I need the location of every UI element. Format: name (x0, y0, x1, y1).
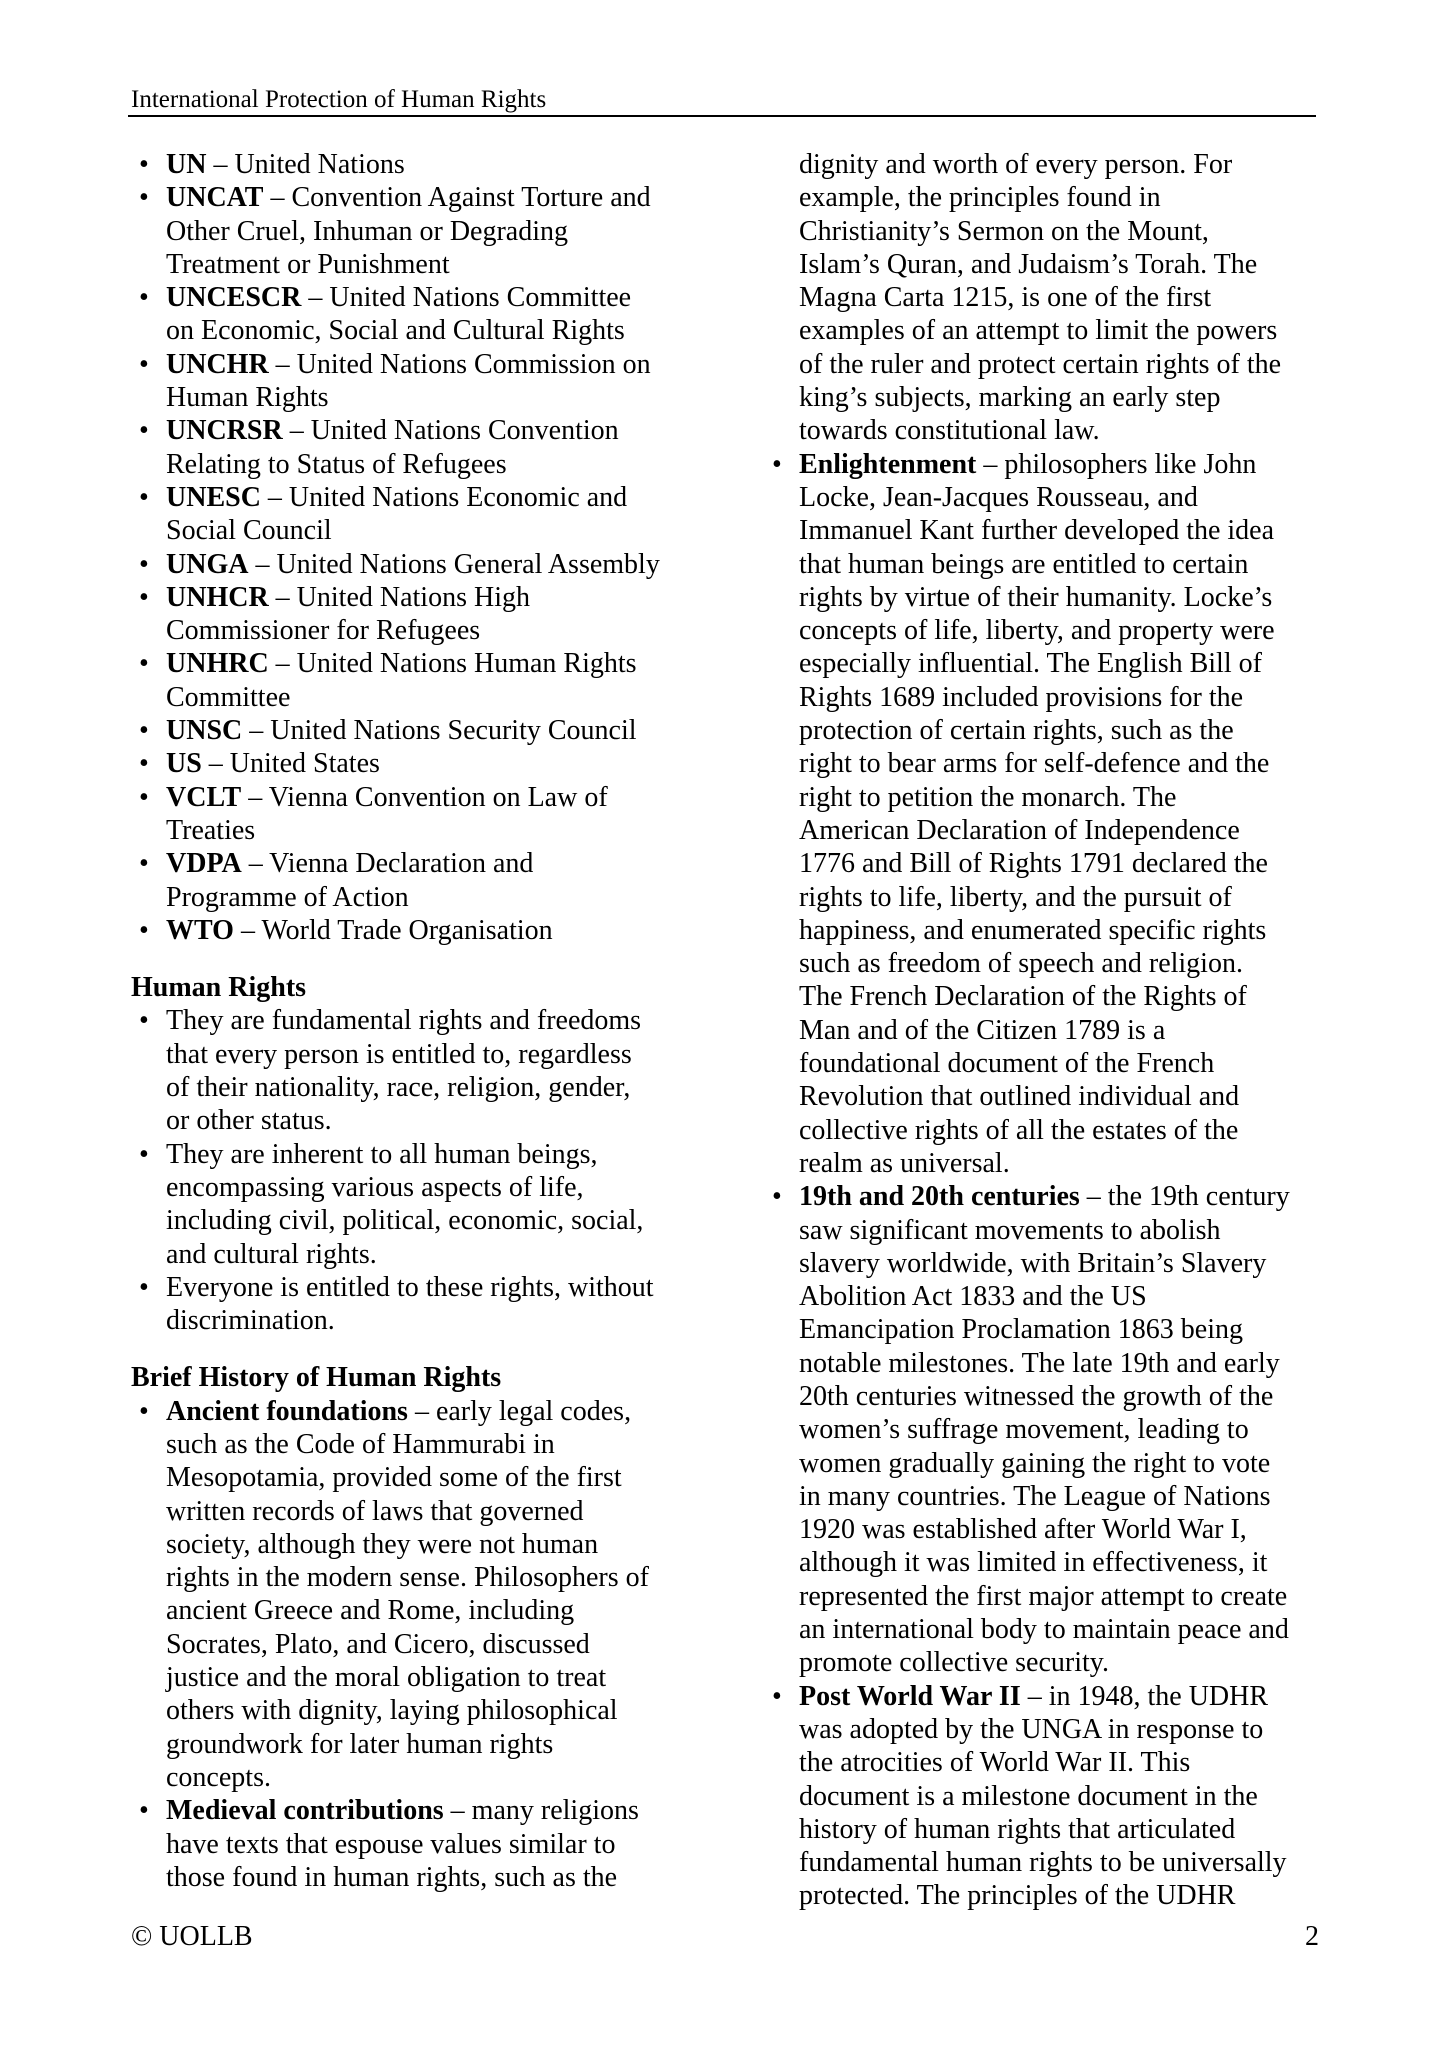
bullet-marker-icon: • (139, 182, 149, 214)
text-line: UNCESCR – United Nations Committee (166, 282, 632, 314)
bullet-list (764, 148, 1364, 1913)
text-line: saw significant movements to abolish (799, 1214, 1221, 1246)
text-line: the atrocities of World War II. This (799, 1747, 1191, 1779)
text-line: Medieval contributions – many religions (166, 1795, 639, 1827)
bold-term: Post World War II (799, 1680, 1021, 1712)
bullet-marker-icon: • (139, 1271, 149, 1303)
right-column (764, 148, 1364, 1913)
text-line: history of human rights that articulated (799, 1813, 1236, 1845)
text-line: that human beings are entitled to certain (799, 548, 1249, 580)
list-item (131, 581, 731, 648)
text-line: women’s suffrage movement, leading to (799, 1414, 1249, 1446)
text-line: concepts. (166, 1761, 271, 1793)
bullet-marker-icon: • (772, 1680, 782, 1712)
bold-term: UNSC (166, 715, 243, 747)
text-line: realm as universal. (799, 1147, 1010, 1179)
bullet-marker-icon: • (139, 548, 149, 580)
text-line: US – United States (166, 748, 380, 780)
text-line: king’s subjects, marking an early step (799, 382, 1221, 414)
bullet-marker-icon: • (139, 848, 149, 880)
list-item (131, 914, 731, 947)
text-line: WTO – World Trade Organisation (166, 914, 553, 946)
bullet-marker-icon: • (139, 581, 149, 613)
text-line: an international body to maintain peace and (799, 1614, 1289, 1646)
text-line: fundamental human rights to be universally (799, 1847, 1287, 1879)
text-line: encompassing various aspects of life, (166, 1171, 584, 1203)
bold-term: 19th and 20th centuries (799, 1181, 1080, 1213)
bold-term: UNCAT (166, 182, 264, 214)
list-item (131, 1395, 731, 1795)
text-line: UNCHR – United Nations Commission on (166, 348, 651, 380)
list-item (131, 1794, 731, 1894)
bold-term: US (166, 748, 202, 780)
text-line: Programme of Action (166, 881, 409, 913)
bullet-marker-icon: • (139, 1395, 149, 1427)
text-line: Ancient foundations – early legal codes, (166, 1395, 632, 1427)
text-line: American Declaration of Independence (799, 814, 1240, 846)
list-item (131, 281, 731, 348)
text-line: such as the Code of Hammurabi in (166, 1428, 555, 1460)
bold-term: UNESC (166, 481, 261, 513)
text-line: protected. The principles of the UDHR (799, 1880, 1236, 1912)
bold-term: UNHCR (166, 581, 269, 613)
section-heading: Human Rights (131, 972, 307, 1004)
bold-term: VDPA (166, 848, 242, 880)
text-line: rights to life, liberty, and the pursuit of (799, 881, 1232, 913)
bold-term: UNCRSR (166, 415, 283, 447)
text-line: or other status. (166, 1105, 332, 1137)
text-line: 20th centuries witnessed the growth of the (799, 1380, 1274, 1412)
text-line: represented the first major attempt to create (799, 1580, 1288, 1612)
text-line: Treatment or Punishment (166, 248, 450, 280)
text-line: Man and of the Citizen 1789 is a (799, 1014, 1166, 1046)
text-line: those found in human rights, such as the (166, 1861, 618, 1893)
text-line: collective rights of all the estates of the (799, 1114, 1239, 1146)
bullet-marker-icon: • (139, 1005, 149, 1037)
text-line: Commissioner for Refugees (166, 615, 481, 647)
bold-term: UN (166, 149, 207, 180)
text-line: Post World War II – in 1948, the UDHR (799, 1680, 1269, 1712)
text-line: Rights 1689 included provisions for the (799, 681, 1244, 713)
text-line: The French Declaration of the Rights of (799, 981, 1247, 1013)
text-line: slavery worldwide, with Britain’s Slavery (799, 1247, 1267, 1279)
text-line: notable milestones. The late 19th and early (799, 1347, 1280, 1379)
list-item (131, 1271, 731, 1338)
text-line: Enlightenment – philosophers like John (799, 448, 1257, 480)
list-item (764, 1680, 1364, 1913)
list-item (764, 148, 1364, 448)
text-line: Revolution that outlined individual and (799, 1081, 1240, 1113)
list-item (131, 847, 731, 914)
text-line: discrimination. (166, 1305, 335, 1337)
text-line: 1776 and Bill of Rights 1791 declared the (799, 848, 1268, 880)
list-item (764, 1180, 1364, 1679)
text-line: dignity and worth of every person. For (799, 149, 1233, 180)
bullet-marker-icon: • (139, 348, 149, 380)
list-item (131, 348, 731, 415)
page-header-title: International Protection of Human Rights (131, 86, 547, 113)
text-line: Other Cruel, Inhuman or Degrading (166, 215, 568, 247)
list-item (131, 181, 731, 281)
bold-term: UNGA (166, 548, 249, 580)
page-footer (131, 1920, 1319, 1953)
text-line: and cultural rights. (166, 1238, 377, 1270)
text-line: Mesopotamia, provided some of the first (166, 1462, 622, 1494)
list-item (764, 448, 1364, 1181)
text-line: Committee (166, 681, 291, 713)
text-line: Social Council (166, 515, 332, 547)
text-line: Islam’s Quran, and Judaism’s Torah. The (799, 248, 1258, 280)
text-line: Magna Carta 1215, is one of the first (799, 282, 1212, 314)
text-line: groundwork for later human rights (166, 1728, 554, 1760)
text-line: towards constitutional law. (799, 415, 1100, 447)
bullet-list (131, 148, 731, 947)
bold-term: VCLT (166, 781, 242, 813)
list-item (131, 481, 731, 548)
text-line: justice and the moral obligation to treat (166, 1662, 607, 1694)
bold-term: Ancient foundations (166, 1395, 408, 1427)
bold-term: Medieval contributions (166, 1795, 444, 1827)
bold-term: UNCHR (166, 348, 269, 380)
header-rule (128, 115, 1316, 117)
text-line: Treaties (166, 814, 256, 846)
text-line: of the ruler and protect certain rights of the (799, 348, 1282, 380)
text-line: Human Rights (166, 382, 329, 414)
text-line: UNCAT – Convention Against Torture and (166, 182, 651, 214)
text-line: rights in the modern sense. Philosophers of (166, 1562, 649, 1594)
text-line: right to bear arms for self-defence and the (799, 748, 1270, 780)
bullet-marker-icon: • (139, 914, 149, 946)
text-line: Christianity’s Sermon on the Mount, (799, 215, 1209, 247)
text-line: Abolition Act 1833 and the US (799, 1281, 1147, 1313)
list-item (131, 1004, 731, 1137)
left-column (131, 148, 731, 1894)
section-heading: Brief History of Human Rights (131, 1362, 502, 1394)
list-item (131, 747, 731, 780)
bold-term: WTO (166, 914, 234, 946)
bullet-marker-icon: • (139, 481, 149, 513)
text-line: rights by virtue of their humanity. Locke’s (799, 581, 1273, 613)
text-line: although it was limited in effectiveness, it (799, 1547, 1268, 1579)
list-item (131, 548, 731, 581)
text-line: such as freedom of speech and religion. (799, 948, 1243, 980)
text-line: UNESC – United Nations Economic and (166, 481, 628, 513)
text-line: ancient Greece and Rome, including (166, 1595, 575, 1627)
text-line: They are fundamental rights and freedoms (166, 1005, 642, 1037)
text-line: examples of an attempt to limit the powers (799, 315, 1278, 347)
text-line: right to petition the monarch. The (799, 781, 1177, 813)
bullet-marker-icon: • (772, 448, 782, 480)
bullet-marker-icon: • (139, 282, 149, 314)
list-item (131, 647, 731, 714)
text-line: UNHCR – United Nations High (166, 581, 530, 613)
text-line: women gradually gaining the right to vote (799, 1447, 1271, 1479)
bold-term: UNCESCR (166, 282, 302, 314)
text-line: Emancipation Proclamation 1863 being (799, 1314, 1244, 1346)
text-line: Everyone is entitled to these rights, without (166, 1271, 654, 1303)
text-line: foundational document of the French (799, 1048, 1215, 1080)
bullet-marker-icon: • (139, 149, 149, 180)
text-line: protection of certain rights, such as the (799, 715, 1234, 747)
list-item (131, 1138, 731, 1271)
text-line: UNGA – United Nations General Assembly (166, 548, 660, 580)
text-line: VDPA – Vienna Declaration and (166, 848, 534, 880)
bullet-list (131, 1395, 731, 1894)
bullet-marker-icon: • (772, 1181, 782, 1213)
text-line: example, the principles found in (799, 182, 1161, 214)
bullet-marker-icon: • (139, 415, 149, 447)
bullet-marker-icon: • (139, 648, 149, 680)
text-line: Locke, Jean-Jacques Rousseau, and (799, 481, 1198, 513)
text-line: document is a milestone document in the (799, 1780, 1258, 1812)
text-line: especially influential. The English Bill of (799, 648, 1262, 680)
copyright-text: © UOLLB (131, 1921, 253, 1952)
text-line: 19th and 20th centuries – the 19th century (799, 1181, 1290, 1213)
list-item (131, 714, 731, 747)
text-line: They are inherent to all human beings, (166, 1138, 598, 1170)
bullet-marker-icon: • (139, 748, 149, 780)
list-item (131, 148, 731, 181)
text-line: have texts that espouse values similar to (166, 1828, 616, 1860)
list-item (131, 781, 731, 848)
text-line: 1920 was established after World War I, (799, 1514, 1247, 1546)
bullet-marker-icon: • (139, 1138, 149, 1170)
text-line: in many countries. The League of Nations (799, 1480, 1271, 1512)
text-line: Relating to Status of Refugees (166, 448, 507, 480)
text-line: VCLT – Vienna Convention on Law of (166, 781, 608, 813)
text-line: written records of laws that governed (166, 1495, 584, 1527)
list-item (131, 414, 731, 481)
bullet-marker-icon: • (139, 715, 149, 747)
text-line: including civil, political, economic, social, (166, 1205, 644, 1237)
text-line: promote collective security. (799, 1647, 1109, 1679)
bullet-marker-icon: • (139, 1795, 149, 1827)
text-line: Immanuel Kant further developed the idea (799, 515, 1275, 547)
text-line: others with dignity, laying philosophical (166, 1695, 618, 1727)
text-line: UN – United Nations (166, 149, 405, 180)
text-line: was adopted by the UNGA in response to (799, 1713, 1264, 1745)
text-line: concepts of life, liberty, and property were (799, 615, 1275, 647)
page-number: 2 (1305, 1921, 1319, 1952)
text-line: UNHRC – United Nations Human Rights (166, 648, 637, 680)
text-line: on Economic, Social and Cultural Rights (166, 315, 625, 347)
text-line: happiness, and enumerated specific rights (799, 914, 1267, 946)
text-line: UNCRSR – United Nations Convention (166, 415, 619, 447)
text-line: that every person is entitled to, regardless (166, 1038, 632, 1070)
bullet-list (131, 1004, 731, 1337)
text-line: Socrates, Plato, and Cicero, discussed (166, 1628, 590, 1660)
bold-term: UNHRC (166, 648, 269, 680)
bullet-marker-icon: • (139, 781, 149, 813)
text-line: of their nationality, race, religion, gender, (166, 1072, 631, 1104)
text-line: UNSC – United Nations Security Council (166, 715, 637, 747)
bold-term: Enlightenment (799, 448, 977, 480)
text-line: society, although they were not human (166, 1528, 599, 1560)
